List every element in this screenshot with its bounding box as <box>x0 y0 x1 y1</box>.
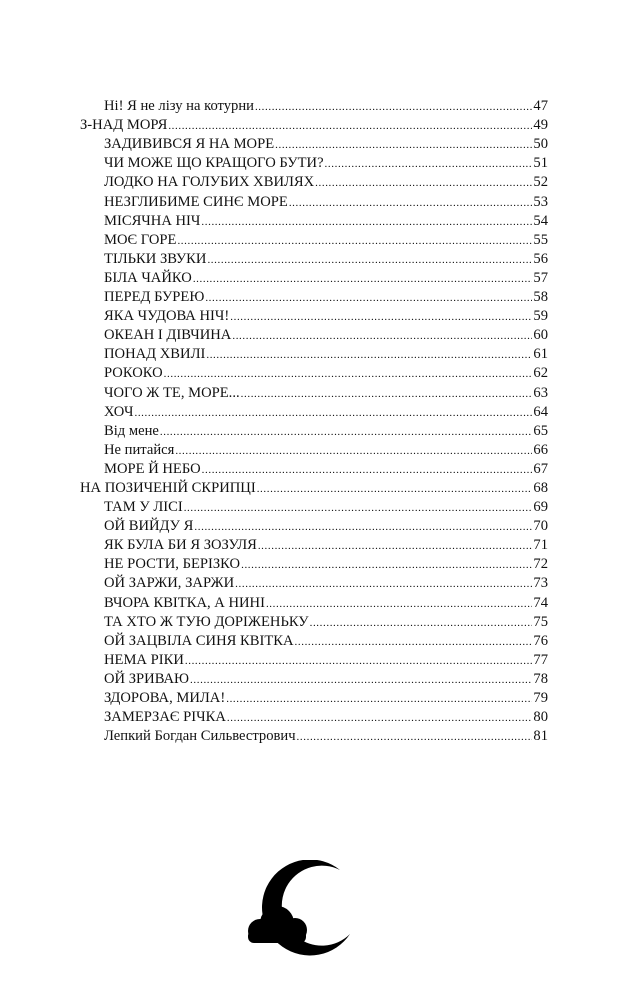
toc-entry-title: ОКЕАН І ДІВЧИНА <box>104 327 232 344</box>
dot-leader <box>325 157 533 172</box>
toc-entry-title: ТАМ У ЛІСІ <box>104 499 183 516</box>
toc-entry-page: 60 <box>533 327 548 344</box>
dot-leader <box>190 673 532 688</box>
toc-entry-title: ХОЧ <box>104 403 134 420</box>
dot-leader <box>275 138 532 153</box>
toc-entry-title: РОКОКО <box>104 365 163 382</box>
toc-entry-page: 55 <box>533 231 548 248</box>
toc-entry <box>80 573 548 592</box>
dot-leader <box>134 406 532 421</box>
dot-leader <box>241 387 533 402</box>
table-of-contents <box>80 96 548 745</box>
toc-entry-page: 64 <box>533 403 548 420</box>
dot-leader <box>226 692 532 707</box>
toc-entry-title: МОРЕ Й НЕБО <box>104 460 201 477</box>
toc-entry-title: НЕЗГЛИБИМЕ СИНЄ МОРЕ <box>104 193 288 210</box>
toc-entry-title: БІЛА ЧАЙКО <box>104 269 192 286</box>
toc-entry-page: 67 <box>533 460 548 477</box>
toc-entry <box>80 554 548 573</box>
toc-entry-page: 80 <box>533 709 548 726</box>
toc-entry <box>80 421 548 440</box>
toc-entry <box>80 249 548 268</box>
page-footer <box>240 860 360 960</box>
toc-entry-page: 47 <box>533 98 548 115</box>
dot-leader <box>193 272 533 287</box>
dot-leader <box>230 310 532 325</box>
dot-leader <box>295 635 533 650</box>
dot-leader <box>255 100 532 115</box>
toc-entry-title: ЯКА ЧУДОВА НІЧ! <box>104 308 230 325</box>
toc-entry <box>80 268 548 287</box>
dot-leader <box>241 558 532 573</box>
toc-entry <box>80 669 548 688</box>
toc-entry-page: 81 <box>533 728 548 745</box>
toc-entry <box>80 650 548 669</box>
dot-leader <box>168 119 532 134</box>
dot-leader <box>315 176 532 191</box>
toc-entry-page: 50 <box>533 136 548 153</box>
toc-entry-page: 78 <box>533 670 548 687</box>
toc-entry-page: 57 <box>533 269 548 286</box>
toc-entry-title: ЛОДКО НА ГОЛУБИХ ХВИЛЯХ <box>104 174 315 191</box>
toc-entry-title: Лепкий Богдан Сильвестрович <box>104 728 296 745</box>
toc-entry <box>80 402 548 421</box>
toc-entry-page: 77 <box>533 651 548 668</box>
toc-entry <box>80 440 548 459</box>
toc-entry-title: ЧОГО Ж ТЕ, МОРЕ... <box>104 384 240 401</box>
crescent-moon-cloud-icon <box>240 860 360 960</box>
toc-entry-title: ОЙ ВИЙДУ Я <box>104 518 194 535</box>
toc-entry-title: МІСЯЧНА НІЧ <box>104 212 201 229</box>
toc-entry <box>80 230 548 249</box>
dot-leader <box>232 329 532 344</box>
toc-entry-title: ПОНАД ХВИЛІ <box>104 346 206 363</box>
dot-leader <box>164 367 533 382</box>
dot-leader <box>202 463 533 478</box>
toc-entry-page: 75 <box>533 613 548 630</box>
dot-leader <box>175 444 532 459</box>
toc-entry <box>80 153 548 172</box>
toc-entry-title: ЗАДИВИВСЯ Я НА МОРЕ <box>104 136 275 153</box>
toc-entry <box>80 382 548 401</box>
toc-entry <box>80 191 548 210</box>
toc-entry-page: 71 <box>533 537 548 554</box>
dot-leader <box>194 520 532 535</box>
toc-entry-title: ОЙ ЗАРЖИ, ЗАРЖИ <box>104 575 235 592</box>
toc-entry-page: 68 <box>533 479 548 496</box>
toc-entry-title: ТА ХТО Ж ТУЮ ДОРІЖЕНЬКУ <box>104 613 309 630</box>
toc-entry <box>80 612 548 631</box>
toc-entry <box>80 344 548 363</box>
toc-entry <box>80 497 548 516</box>
toc-entry-page: 56 <box>533 250 548 267</box>
toc-entry-page: 52 <box>533 174 548 191</box>
toc-entry-page: 61 <box>533 346 548 363</box>
dot-leader <box>177 234 532 249</box>
toc-entry-page: 76 <box>533 632 548 649</box>
toc-entry-page: 65 <box>533 422 548 439</box>
toc-entry <box>80 535 548 554</box>
toc-entry-page: 49 <box>533 117 548 134</box>
toc-entry <box>80 631 548 650</box>
toc-entry-page: 79 <box>533 690 548 706</box>
toc-entry-title: НА ПОЗИЧЕНІЙ СКРИПЦІ <box>80 479 256 496</box>
toc-entry-title: ЗАМЕРЗАЄ РІЧКА <box>104 709 226 726</box>
dot-leader <box>257 482 533 497</box>
toc-entry-title: ЯК БУЛА БИ Я ЗОЗУЛЯ <box>104 537 257 554</box>
toc-entry-title: З-НАД МОРЯ <box>80 117 168 134</box>
dot-leader <box>206 348 532 363</box>
toc-entry <box>80 707 548 726</box>
toc-entry <box>80 516 548 535</box>
dot-leader <box>227 711 533 726</box>
dot-leader <box>185 654 533 669</box>
dot-leader <box>160 425 533 440</box>
toc-entry-title: НЕМА РІКИ <box>104 651 184 668</box>
toc-entry <box>80 287 548 306</box>
toc-entry <box>80 325 548 344</box>
toc-entry-page: 53 <box>533 193 548 210</box>
toc-entry-page: 62 <box>533 365 548 382</box>
toc-entry-page: 72 <box>533 556 548 573</box>
toc-entry <box>80 134 548 153</box>
toc-entry <box>80 478 548 497</box>
toc-entry-title: ВЧОРА КВІТКА, А НИНІ <box>104 594 265 611</box>
toc-entry-page: 63 <box>533 384 548 401</box>
page-number: 85 <box>310 905 333 926</box>
toc-entry <box>80 211 548 230</box>
toc-entry-title: МОЄ ГОРЕ <box>104 231 177 248</box>
dot-leader <box>184 501 533 516</box>
dot-leader <box>205 291 532 306</box>
toc-entry <box>80 115 548 134</box>
dot-leader <box>289 196 533 211</box>
toc-entry <box>80 726 548 745</box>
dot-leader <box>207 253 532 268</box>
toc-entry-page: 54 <box>533 212 548 229</box>
toc-entry-title: ТІЛЬКИ ЗВУКИ <box>104 250 207 267</box>
toc-entry-page: 59 <box>533 308 548 325</box>
toc-entry-title: ЧИ МОЖЕ ЩО КРАЩОГО БУТИ? <box>104 155 324 172</box>
toc-entry <box>80 592 548 611</box>
toc-entry-page: 66 <box>533 441 548 458</box>
dot-leader <box>235 577 532 592</box>
toc-entry-title: Ні! Я не лізу на котурни <box>104 98 254 115</box>
toc-entry-title: ОЙ ЗРИВАЮ <box>104 670 190 687</box>
toc-entry-page: 74 <box>533 594 548 611</box>
toc-entry <box>80 306 548 325</box>
toc-entry-title: ЗДОРОВА, МИЛА! <box>104 690 226 706</box>
toc-entry-page: 73 <box>533 575 548 592</box>
toc-entry-title: ПЕРЕД БУРЕЮ <box>104 289 205 306</box>
dot-leader <box>201 215 532 230</box>
dot-leader <box>258 539 533 554</box>
toc-entry-page: 58 <box>533 289 548 306</box>
toc-entry <box>80 172 548 191</box>
toc-entry <box>80 363 548 382</box>
toc-entry-page: 70 <box>533 518 548 535</box>
toc-entry <box>80 459 548 478</box>
dot-leader <box>297 730 533 745</box>
toc-entry-title: Не питайся <box>104 441 175 458</box>
toc-entry <box>80 688 548 707</box>
toc-entry <box>80 96 548 115</box>
toc-entry-title: НЕ РОСТИ, БЕРІЗКО <box>104 556 241 573</box>
dot-leader <box>266 597 532 612</box>
toc-entry-page: 69 <box>533 499 548 516</box>
toc-entry-title: Від мене <box>104 422 159 439</box>
toc-entry-title: ОЙ ЗАЦВІЛА СИНЯ КВІТКА <box>104 632 294 649</box>
dot-leader <box>310 616 533 631</box>
toc-entry-page: 51 <box>533 155 548 172</box>
